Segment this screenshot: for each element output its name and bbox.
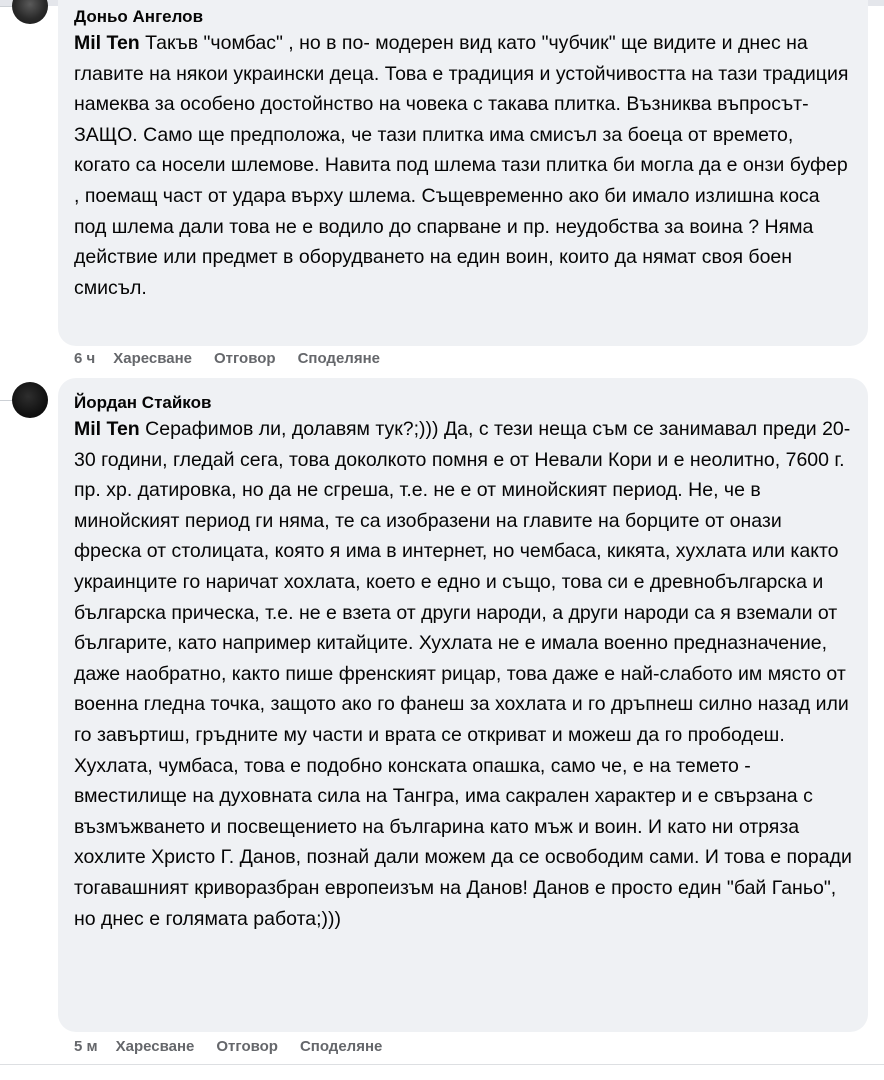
comment-text	[74, 414, 854, 934]
like-button[interactable]: Харесване	[113, 350, 192, 367]
bottom-divider	[0, 1064, 884, 1065]
reply-button[interactable]: Отговор	[216, 1038, 278, 1055]
reply-button[interactable]: Отговор	[213, 350, 276, 367]
comment-timestamp[interactable]: 5 м	[74, 1038, 98, 1055]
comment-body: Серафимов ли, долавям тук?;))) Да, с тези неща съм се занимавал преди 20-30 години, гледай сега, това доколкото помня е от Невали Кори и е неолитно, 7600 г. пр. хр. датировка, но да не сгреша, т.е. не е от минойският период. Не, че в минойският период ги няма, те са изобразени на главите на борците от онази фреска от столицата, която я има в интернет, но чембаса, кикята, хухлата или както украинците го наричат хохлата, което е едно и също, това си е древнобългарска и българска прическа, т.е. не е взета от други народи, а други народи са я вземали от българите, като например китайците. Хухлата не е имала военно предназначение, даже наобратно, както пише френският рицар, това даже е най-слабото им място от военна гледна точка, защото ако го фанеш за хохлата и го дръпнеш силно назад или го завъртиш, гръдните му части и врата се откриват и можеш да го прободеш. Хухлата, чумбаса, това е подобно конската опашка, само че, е на темето - вместилище на духовната сила на Тангра, има сакрален характер и е свързана с възмъжването и посвещението на българина като мъж и воин. И като ни отряза хохлите Христо Г. Данов, познай дали можем да се освободим сами. И това е поради тогавашният криворазбран европеизъм на Данов! Данов е просто един "бай Ганьо", но днес е голямата работа;)))	[74, 418, 852, 930]
comment-text	[74, 28, 854, 303]
thread-line	[0, 6, 12, 7]
comment-timestamp[interactable]: 6 ч	[74, 350, 96, 367]
comment-actions	[74, 350, 402, 367]
thread-line	[0, 400, 12, 401]
mention-link[interactable]: Mil Ten	[74, 32, 140, 54]
like-button[interactable]: Харесване	[115, 1038, 195, 1055]
mention-link[interactable]: Mil Ten	[74, 418, 140, 440]
comment-body: Такъв "чомбас" , но в по- модерен вид като "чубчик" ще видите и днес на главите на някои украински деца. Това е традиция и устойчивостта на тази традиция намеква за особено достойнство на човека с такава плитка. Възниква въпросът- ЗАЩО. Само ще предположа, че тази плитка има смисъл за боеца от времето, когато са носели шлемове. Навита под шлема тази плитка би могла да е онзи буфер , поемащ част от удара върху шлема. Същевременно ако би имало излишна коса под шлема дали това не е водило до спарване и пр. неудобства за воина ? Няма действие или предмет в оборудването на един воин, които да нямат своя боен смисъл.	[74, 32, 849, 299]
comment-bubble	[58, 378, 868, 1032]
share-button[interactable]: Споделяне	[297, 350, 380, 367]
comment-author[interactable]: Доньо Ангелов	[74, 7, 204, 26]
avatar[interactable]	[12, 382, 48, 418]
avatar[interactable]	[12, 0, 48, 24]
comment-author[interactable]: Йордан Стайков	[74, 393, 212, 412]
comment-bubble	[58, 0, 868, 346]
share-button[interactable]: Споделяне	[299, 1038, 383, 1055]
comment-actions	[74, 1038, 404, 1055]
